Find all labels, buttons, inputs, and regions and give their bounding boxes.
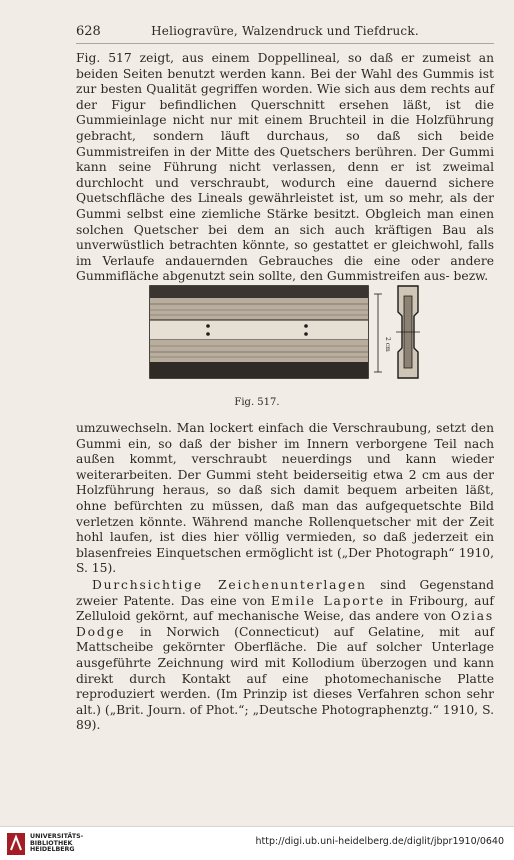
paragraph-2-text: umzuwechseln. Man lockert einfach die Verschraubung, setzt den Gummi ein, so daß der bisher im Innern verborgene Teil nach außen kommt, verschraubt neuerdings und kann wieder weiterarbeiten. Der Gummi steht beiderseitig etwa 2 cm aus der Holzführung heraus, so daß sich damit bequem arbeiten läßt, ohne befürchten zu müssen, daß man das aufgequetschte Bild verletzen könnte. Während manche Rollenquetscher mit der Zeit hohl laufen, ist dies hier völlig vermieden, so daß jederzeit ein blasenfreies Einquetschen ermöglicht ist („Der Photograph“ 1910, S. 15). <box>76 421 494 576</box>
running-title: Heliogravüre, Walzendruck und Tiefdruck. <box>151 24 419 38</box>
paragraph-3-body-3: in Norwich (Connecticut) auf Gelatine, mit auf Mattscheibe gekörnter Oberfläche. Die auf solcher Unterlage ausgeführte Zeichnung wird mit Kollodium überzogen und kann direkt durch Kontakt auf eine photomechanische Platte reproduziert werden. (Im Prinzip ist dieses Verfahren schon sehr alt.) („Brit. Journ. of Phot.“; „Deutsche Photographenztg.“ 1910, S. 89). <box>76 624 494 733</box>
viewer-footer <box>0 826 514 860</box>
figure-caption: Fig. 517. <box>234 397 280 408</box>
dimension-marker <box>374 294 391 372</box>
university-library-logo <box>6 830 83 858</box>
logo-text <box>30 834 83 854</box>
person-name-laporte: Emile Laporte <box>270 593 386 608</box>
section-heading: Durchsichtige Zeichenunterlagen <box>92 578 367 592</box>
logo-line-2: BIBLIOTHEK <box>30 839 73 847</box>
paragraph-3-body-2: in Fribourg, auf Zelluloid gekörnt, auf mechanische Weise, das andere von <box>76 593 494 624</box>
page-number: 628 <box>76 24 101 39</box>
seal-icon <box>6 832 26 856</box>
paragraph-3 <box>76 578 494 734</box>
paragraph-3-text <box>76 578 494 734</box>
paragraph-1 <box>76 51 494 285</box>
figure-517-squeegee-illustration <box>148 282 424 382</box>
paragraph-3-body-1: sind Gegenstand zweier Patente. Das eine von <box>76 578 494 608</box>
person-name-dodge: Ozias Dodge <box>76 609 494 639</box>
paragraph-2 <box>76 421 494 577</box>
squeegee-ruler-drawing <box>150 286 368 378</box>
header-rule <box>76 43 494 44</box>
cross-section-drawing <box>396 286 420 378</box>
dimension-label: 2 cm <box>384 337 391 352</box>
paragraph-1-text: Fig. 517 zeigt, aus einem Doppellineal, so daß er zumeist an beiden Seiten benutzt werden kann. Bei der Wahl des Gummis ist zur besten Qualität gegriffen worden. Wie sich aus dem rechts auf der Figur befindlichen Querschnitt ersehen läßt, ist die Gummieinlage nicht nur mit einem Bruchteil in die Holzführung gebracht, sondern läuft durchaus, so daß sich beide Gummistreifen in der Mitte des Quetschers berühren. Der Gummi kann seine Führung nicht verlassen, denn er ist zweimal durchlocht und verschraubt, wodurch eine dauernd sichere Quetschfläche des Lineals gewährleistet ist, um so mehr, als der Gummi selbst eine ziemliche Stärke besitzt. Obgleich man einen solchen Quetscher bei dem an sich auch kräftigen Bau als unverwüstlich betrachten könnte, so gestattet er gleichwohl, falls im Verlaufe andauernden Gebrauches die eine oder andere Gummifläche abgenutzt sein sollte, den Gummistreifen aus- bezw. <box>76 51 494 284</box>
logo-line-1: UNIVERSITÄTS- <box>30 833 84 841</box>
permalink-url[interactable]: http://digi.ub.uni-heidelberg.de/diglit/jbpr1910/0640 <box>255 836 504 847</box>
logo-line-3: HEIDELBERG <box>30 846 75 854</box>
page-header <box>76 24 494 40</box>
